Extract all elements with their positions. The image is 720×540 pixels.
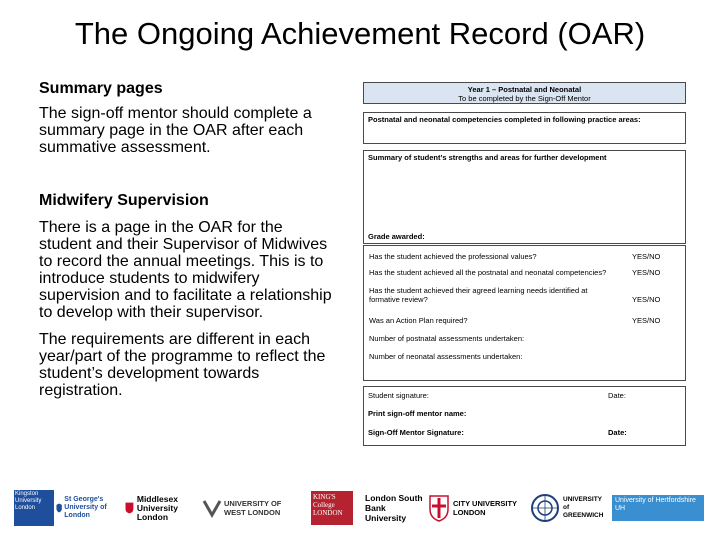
partner-logos-bar xyxy=(0,488,720,532)
competencies-box xyxy=(363,112,686,144)
summary-pages-text: The sign-off mentor should complete a summary page in the OAR after each summative assessment. xyxy=(39,105,312,156)
city-university-text: CITY UNIVERSITY LONDON xyxy=(453,499,517,517)
question-answer: YES/NO xyxy=(632,316,661,325)
middlesex-logo xyxy=(125,488,195,528)
question-text: Was an Action Plan required? xyxy=(369,316,468,325)
question-text: Has the student achieved their agreed learning needs identified at formative review? xyxy=(369,286,588,304)
form-year-header xyxy=(363,82,686,104)
signature-box xyxy=(363,386,686,446)
lsbu-text: London South Bank University xyxy=(365,493,423,523)
midwifery-supervision-text: There is a page in the OAR for the student and their Supervisor of Midwives to record the annual meetings. This is to introduce students to midwifery supervision and to facilitate a relationship to develop with their supervisor. xyxy=(39,219,332,321)
kingston-logo xyxy=(14,488,54,528)
student-signature-label: Student signature: xyxy=(368,391,429,400)
question-answer: YES/NO xyxy=(632,268,661,277)
greenwich-text: UNIVERSITY of GREENWICH xyxy=(563,496,604,519)
question-text: Number of neonatal assessments undertaken: xyxy=(369,352,523,361)
question-text: Has the student achieved the professional values? xyxy=(369,252,537,261)
question-answer: YES/NO xyxy=(632,252,661,261)
st-georges-emblem-icon xyxy=(56,497,62,519)
questions-box xyxy=(363,245,686,381)
middlesex-shield-icon xyxy=(125,496,134,520)
kings-text: KING'S College LONDON xyxy=(311,491,353,525)
city-university-logo xyxy=(428,488,524,528)
competencies-label: Postnatal and neonatal competencies completed in following practice areas: xyxy=(368,115,641,124)
grade-label: Grade awarded: xyxy=(368,232,425,241)
uwl-text: UNIVERSITY OF WEST LONDON xyxy=(224,499,282,517)
kings-logo xyxy=(311,488,353,528)
date-label: Date: xyxy=(608,428,627,437)
greenwich-seal-icon xyxy=(530,493,560,523)
mentor-signature-label: Sign-Off Mentor Signature: xyxy=(368,428,464,437)
lsbu-logo xyxy=(365,488,423,528)
greenwich-logo xyxy=(530,488,608,528)
middlesex-text: Middlesex University London xyxy=(136,493,178,522)
date-label: Date: xyxy=(608,391,626,400)
form-year-subtitle: To be completed by the Sign-Off Mentor xyxy=(458,94,591,103)
question-answer: YES/NO xyxy=(632,295,661,304)
city-crest-icon xyxy=(428,494,450,522)
question-text: Has the student achieved all the postnatal and neonatal competencies? xyxy=(369,268,607,277)
st-georges-text: St George's University of London xyxy=(64,496,107,519)
oar-form-image xyxy=(363,80,685,446)
mentor-name-label: Print sign-off mentor name: xyxy=(368,409,467,418)
summary-pages-heading: Summary pages xyxy=(39,80,163,97)
summary-box xyxy=(363,150,686,244)
left-text-column xyxy=(39,80,339,399)
midwifery-supervision-heading: Midwifery Supervision xyxy=(39,192,209,209)
form-year-title: Year 1 – Postnatal and Neonatal xyxy=(467,85,582,94)
summary-label: Summary of student’s strengths and areas for further development xyxy=(368,153,607,162)
uwl-emblem-icon xyxy=(202,498,222,518)
kingston-logo-text: Kingston University London xyxy=(14,490,54,526)
hertfordshire-logo xyxy=(612,488,704,528)
uwl-logo xyxy=(202,488,302,528)
requirements-text: The requirements are different in each year/part of the programme to reflect the student’s development towards registration. xyxy=(39,331,326,399)
question-text: Number of postnatal assessments undertaken: xyxy=(369,334,525,343)
page-title: The Ongoing Achievement Record (OAR) xyxy=(74,16,646,51)
st-georges-logo xyxy=(56,488,114,528)
hertfordshire-text: University of Hertfordshire UH xyxy=(612,495,704,521)
